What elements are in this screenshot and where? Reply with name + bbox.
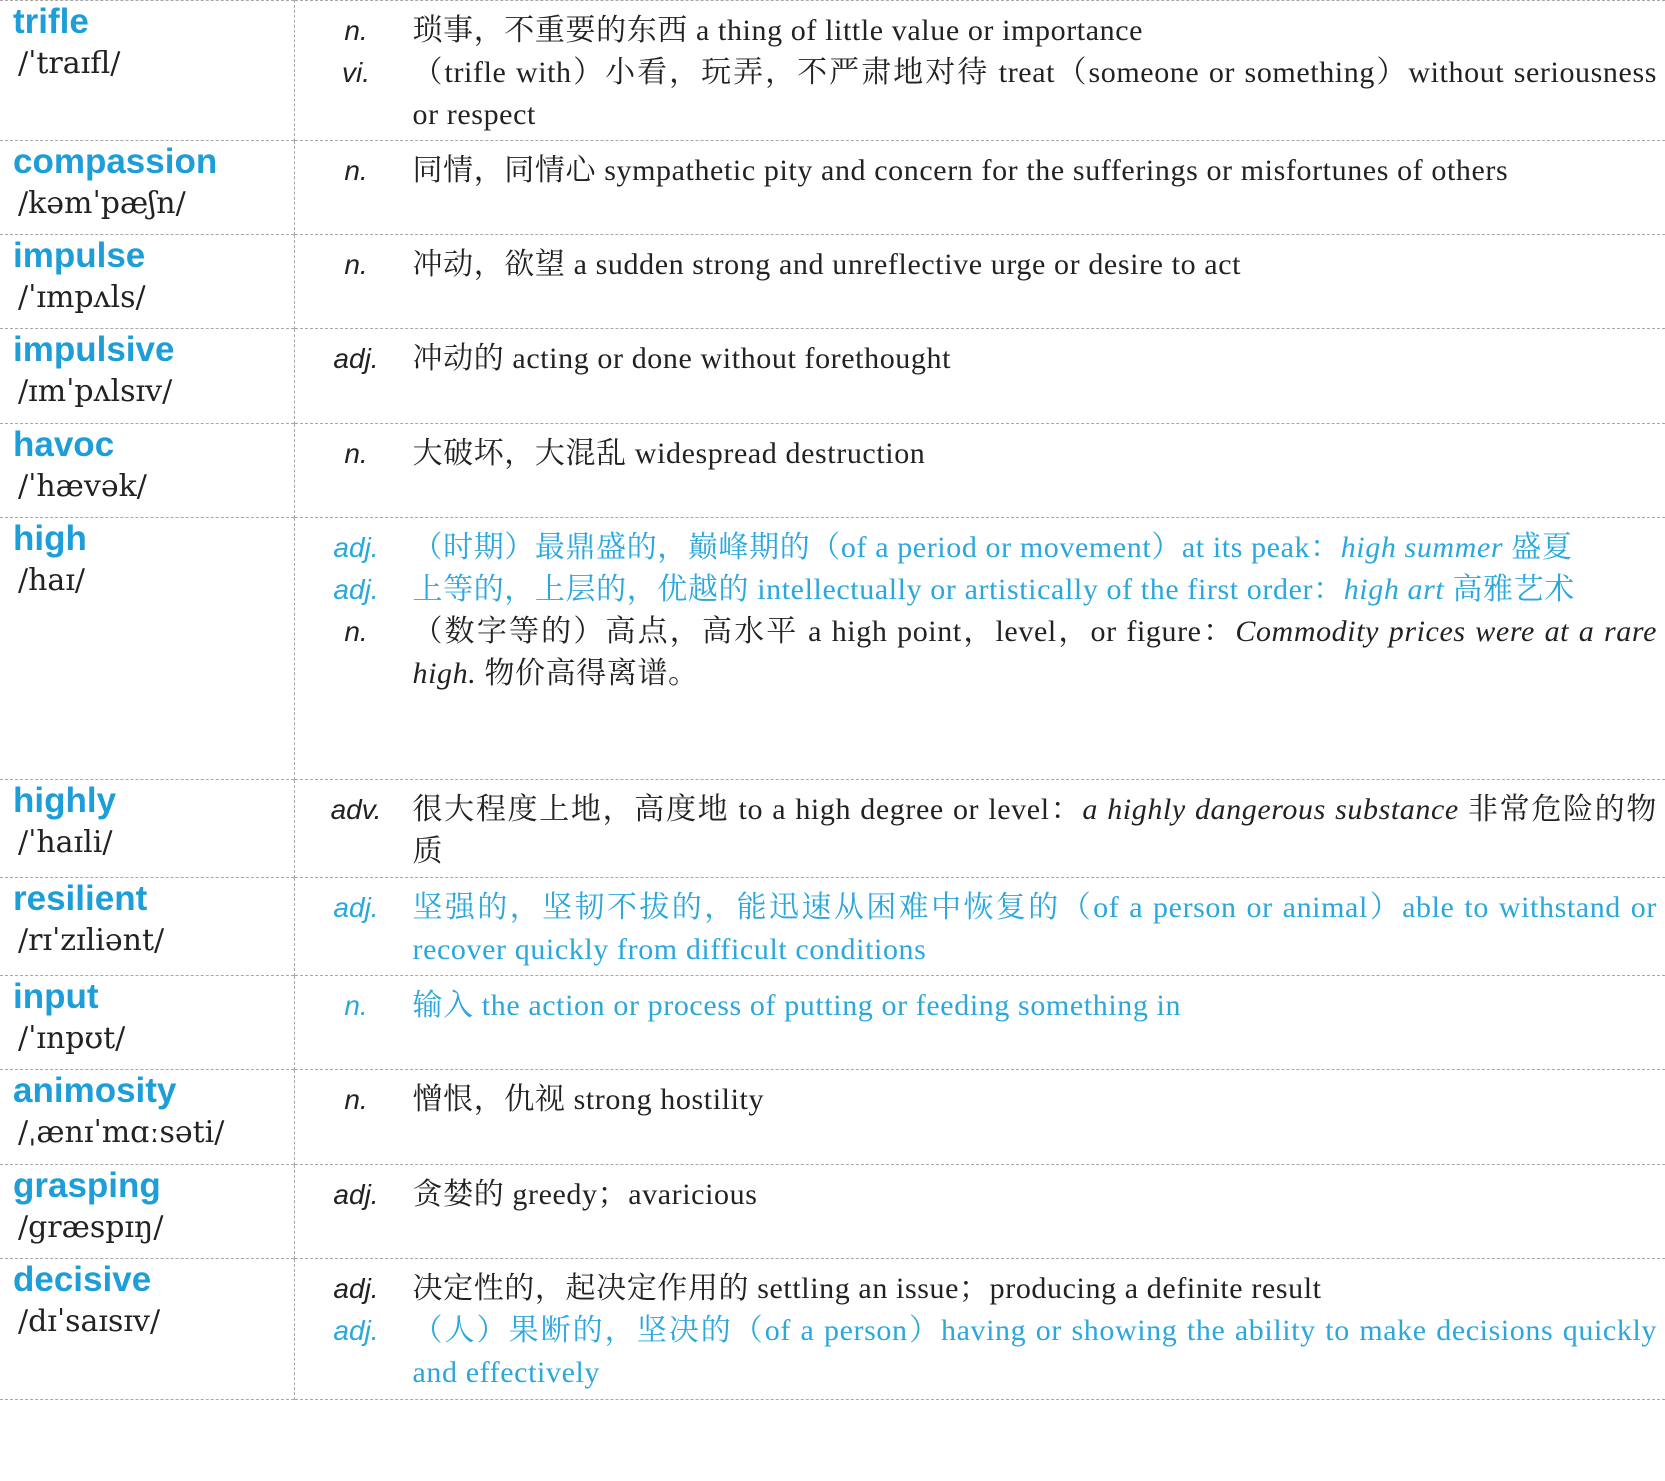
definition-text: （时期）最鼎盛的，巅峰期的（of a period or movement）at its peak： xyxy=(412,531,1341,564)
headword: highly xyxy=(13,781,117,820)
definition-text: 冲动，欲望 a sudden strong and unreflective urge or desire to act xyxy=(412,248,1242,281)
word-cell xyxy=(0,141,294,235)
definition-cell xyxy=(294,878,1665,976)
headword: animosity xyxy=(13,1071,177,1110)
headword: resilient xyxy=(13,879,148,918)
definition-cell xyxy=(294,235,1665,329)
definition xyxy=(413,150,1658,192)
definition xyxy=(413,887,1658,971)
phonetic: /rɪˈzɪliənt/ xyxy=(18,923,165,958)
sense xyxy=(295,611,1658,695)
headword: havoc xyxy=(13,425,115,464)
sense xyxy=(295,1268,1658,1310)
definition xyxy=(413,1268,1658,1310)
phonetic: /kəmˈpæʃn/ xyxy=(18,186,186,221)
word-cell xyxy=(0,1,294,141)
sense xyxy=(295,527,1658,569)
definition-text: 上等的，上层的，优越的 intellectually or artistically of the first order： xyxy=(412,573,1344,606)
definition-cell xyxy=(294,424,1665,518)
example-text: Commodity prices were at a rare high. xyxy=(412,615,1657,690)
definition-text: 很大程度上地，高度地 to a high degree or level： xyxy=(412,793,1083,826)
phonetic: /ˈɪmpʌls/ xyxy=(18,280,146,315)
entry-row xyxy=(0,518,1665,780)
definition xyxy=(413,789,1658,873)
definition-cell xyxy=(294,1,1665,141)
definition xyxy=(413,433,1658,475)
word-cell xyxy=(0,1259,294,1400)
definition-text: 大破坏，大混乱 widespread destruction xyxy=(412,437,926,470)
headword: high xyxy=(13,519,87,558)
definition-cell xyxy=(294,518,1665,780)
part-of-speech: n. xyxy=(344,15,368,46)
headword: compassion xyxy=(13,142,218,181)
entry-row xyxy=(0,976,1665,1070)
sense xyxy=(295,10,1658,52)
example-text: high summer xyxy=(1340,531,1504,564)
sense xyxy=(295,244,1658,286)
entry-row xyxy=(0,424,1665,518)
headword: grasping xyxy=(13,1166,161,1205)
definition xyxy=(413,569,1658,611)
phonetic: /ɪmˈpʌlsɪv/ xyxy=(18,374,173,409)
word-cell xyxy=(0,518,294,780)
entry-row xyxy=(0,141,1665,235)
part-of-speech: n. xyxy=(344,438,368,469)
headword: input xyxy=(13,977,99,1016)
word-cell xyxy=(0,1165,294,1259)
headword: trifle xyxy=(13,2,89,41)
entry-row xyxy=(0,235,1665,329)
entry-row xyxy=(0,878,1665,976)
part-of-speech: adj. xyxy=(333,1179,379,1210)
entry-row xyxy=(0,329,1665,424)
word-cell xyxy=(0,976,294,1070)
part-of-speech: adj. xyxy=(333,1315,379,1346)
example-translation: 盛夏 xyxy=(1503,531,1573,564)
sense xyxy=(295,569,1658,611)
word-cell xyxy=(0,329,294,424)
definition xyxy=(413,10,1658,52)
part-of-speech: n. xyxy=(344,616,368,647)
definition-text: （人）果断的，坚决的（of a person）having or showing the ability to make decisions quickly and effectively xyxy=(412,1314,1657,1389)
part-of-speech: adj. xyxy=(333,892,379,923)
definition xyxy=(413,985,1658,1027)
sense xyxy=(295,887,1658,971)
sense xyxy=(295,1079,1658,1121)
headword: impulsive xyxy=(13,330,175,369)
example-text: high art xyxy=(1343,573,1445,606)
definition-cell xyxy=(294,780,1665,878)
definition xyxy=(413,527,1658,569)
part-of-speech: adv. xyxy=(330,794,382,825)
definition-cell xyxy=(294,329,1665,424)
definition-text: （数字等的）高点，高水平 a high point，level，or figure： xyxy=(412,615,1236,648)
sense xyxy=(295,433,1658,475)
phonetic: /græspɪŋ/ xyxy=(18,1210,164,1245)
example-translation: 非常危险的物质 xyxy=(412,793,1658,868)
example-translation: 高雅艺术 xyxy=(1444,573,1575,606)
definition xyxy=(413,1079,1658,1121)
sense xyxy=(295,338,1658,380)
definition-text: 贪婪的 greedy；avaricious xyxy=(412,1178,758,1211)
definition-cell xyxy=(294,1259,1665,1400)
word-cell xyxy=(0,235,294,329)
part-of-speech: n. xyxy=(344,249,368,280)
definition xyxy=(413,338,1658,380)
part-of-speech: adj. xyxy=(333,574,379,605)
definition-cell xyxy=(294,1070,1665,1165)
definition-text: 决定性的，起决定作用的 settling an issue；producing a definite result xyxy=(412,1272,1322,1305)
part-of-speech: n. xyxy=(344,155,368,186)
entry-row xyxy=(0,1070,1665,1165)
part-of-speech: adj. xyxy=(333,532,379,563)
definition xyxy=(413,244,1658,286)
phonetic: /ˈhævək/ xyxy=(18,469,147,504)
part-of-speech: n. xyxy=(344,990,368,1021)
entry-row xyxy=(0,1165,1665,1259)
entry-row xyxy=(0,780,1665,878)
definition-text: 同情，同情心 sympathetic pity and concern for the sufferings or misfortunes of others xyxy=(412,154,1509,187)
phonetic: /ˈhaɪli/ xyxy=(18,825,113,860)
definition-text: 坚强的，坚韧不拔的，能迅速从困难中恢复的（of a person or animal）able to withstand or recover quickly from difficult conditions xyxy=(412,891,1657,966)
sense xyxy=(295,985,1658,1027)
definition xyxy=(413,1310,1658,1394)
headword: impulse xyxy=(13,236,146,275)
sense xyxy=(295,1174,1658,1216)
definition-cell xyxy=(294,976,1665,1070)
word-cell xyxy=(0,1070,294,1165)
word-cell xyxy=(0,424,294,518)
part-of-speech: adj. xyxy=(333,343,379,374)
phonetic: /dɪˈsaɪsɪv/ xyxy=(18,1304,161,1339)
word-cell xyxy=(0,878,294,976)
definition xyxy=(413,1174,1658,1216)
phonetic: /haɪ/ xyxy=(18,563,86,598)
phonetic: /ˈtraɪfl/ xyxy=(18,46,121,81)
sense xyxy=(295,1310,1658,1394)
part-of-speech: adj. xyxy=(333,1273,379,1304)
definition-text: 琐事，不重要的东西 a thing of little value or importance xyxy=(412,14,1144,47)
definition-text: 输入 the action or process of putting or feeding something in xyxy=(412,989,1182,1022)
definition-cell xyxy=(294,1165,1665,1259)
example-translation: 物价高得离谱。 xyxy=(476,657,699,690)
sense xyxy=(295,150,1658,192)
part-of-speech: n. xyxy=(344,1084,368,1115)
sense xyxy=(295,789,1658,873)
definition-text: 冲动的 acting or done without forethought xyxy=(412,342,952,375)
definition-text: 憎恨，仇视 strong hostility xyxy=(412,1083,765,1116)
part-of-speech: vi. xyxy=(342,57,370,88)
vocabulary-table-body xyxy=(0,1,1665,1400)
definition-text: （trifle with）小看，玩弄，不严肃地对待 treat（someone or something）without seriousness or respect xyxy=(412,56,1657,131)
definition-cell xyxy=(294,141,1665,235)
entry-row xyxy=(0,1,1665,141)
entry-row xyxy=(0,1259,1665,1400)
phonetic: /ˌænɪˈmɑːsəti/ xyxy=(18,1115,225,1150)
definition xyxy=(413,611,1658,695)
example-text: a highly dangerous substance xyxy=(1082,793,1459,826)
headword: decisive xyxy=(13,1260,152,1299)
definition xyxy=(413,52,1658,136)
sense xyxy=(295,52,1658,136)
word-cell xyxy=(0,780,294,878)
phonetic: /ˈɪnpʊt/ xyxy=(18,1021,126,1056)
